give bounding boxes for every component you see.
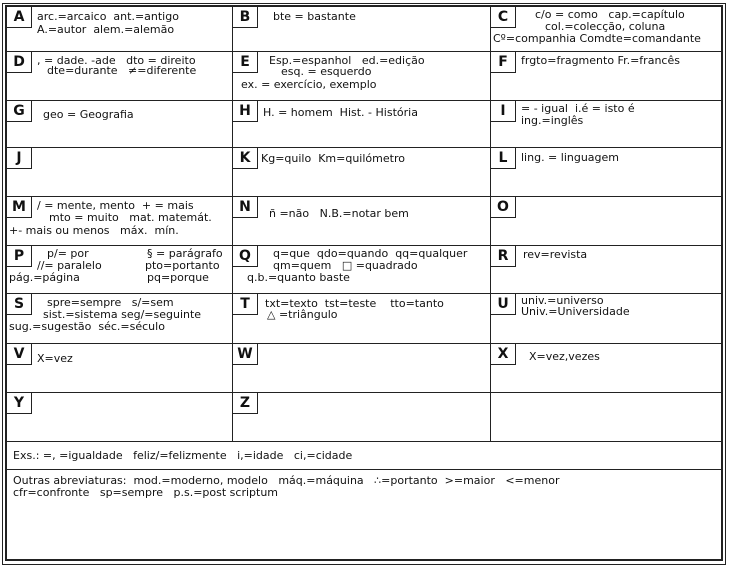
abbreviation-line: Univ.=Universidade <box>521 305 630 318</box>
letter-tag: B <box>233 7 258 28</box>
letter-tag: D <box>7 52 32 73</box>
letter-tag: H <box>233 101 258 122</box>
abbreviation-line: col.=colecção, coluna <box>545 20 666 33</box>
abbreviation-line: +- mais ou menos máx. mín. <box>9 224 179 237</box>
letter-tag: V <box>7 344 32 365</box>
abbreviation-line: Esp.=espanhol ed.=edição <box>269 54 425 67</box>
letter-tag: K <box>233 148 258 169</box>
abbreviation-line: § = parágrafo <box>147 247 223 260</box>
letter-tag: C <box>491 7 516 28</box>
letter-tag: G <box>7 101 32 122</box>
abbreviation-line: ling. = linguagem <box>521 151 620 164</box>
cell-x <box>491 344 721 393</box>
abbreviation-line: txt=texto tst=teste tto=tanto <box>265 297 444 310</box>
abbreviation-line: pq=porque <box>147 271 209 284</box>
abbreviation-line: sist.=sistema seg/=seguinte <box>43 308 202 321</box>
letter-tag: N <box>233 197 258 218</box>
abbreviation-line: , = dade. -ade dto = direito <box>37 54 196 67</box>
abbreviation-table <box>5 5 723 561</box>
cell-p <box>7 246 233 294</box>
letter-tag: O <box>491 197 516 218</box>
abbreviation-line: ex. = exercício, exemplo <box>241 78 377 91</box>
abbreviation-line: = - igual i.é = isto é <box>521 102 635 115</box>
cell-c <box>491 7 721 52</box>
abbreviation-line: spre=sempre s/=sem <box>47 296 174 309</box>
abbreviation-line: univ.=universo <box>521 294 604 307</box>
abbreviation-line: rev=revista <box>523 248 588 261</box>
examples-text: Exs.: =, =igualdade feliz/=felizmente i,=idade ci,=cidade <box>13 449 353 462</box>
abbreviation-line: esq. = esquerdo <box>281 65 372 78</box>
abbreviation-line: q=que qdo=quando qq=qualquer <box>273 247 468 260</box>
abbreviation-line: A.=autor alem.=alemão <box>37 23 175 36</box>
cell-g <box>7 101 233 148</box>
abbreviation-line: Kg=quilo Km=quilómetro <box>261 152 405 165</box>
abbreviation-line: qm=quem □ =quadrado <box>273 259 418 272</box>
letter-tag: X <box>491 344 516 365</box>
cell-l <box>491 148 721 197</box>
cell-u <box>491 294 721 344</box>
letter-tag: L <box>491 148 516 169</box>
abbreviation-line: X=vez,vezes <box>529 350 600 363</box>
cell-m <box>7 197 233 246</box>
cell-s <box>7 294 233 344</box>
letter-tag: W <box>233 344 258 365</box>
letter-tag: Y <box>7 393 32 414</box>
letter-tag: U <box>491 294 516 315</box>
abbreviation-line: geo = Geografia <box>43 108 134 121</box>
letter-tag: P <box>7 246 32 267</box>
cell-h <box>233 101 491 148</box>
cell-a <box>7 7 233 52</box>
letter-tag: S <box>7 294 32 315</box>
abbreviation-line: q.b.=quanto baste <box>247 271 350 284</box>
cell-n <box>233 197 491 246</box>
other-abbreviations-line: cfr=confronte sp=sempre p.s.=post scriptum <box>13 486 279 499</box>
letter-tag: T <box>233 294 258 315</box>
letter-tag: R <box>491 246 516 267</box>
cell-f <box>491 52 721 101</box>
abbreviation-line: ñ =não N.B.=notar bem <box>269 207 409 220</box>
abbreviation-line: X=vez <box>37 352 73 365</box>
letter-tag: J <box>7 148 32 169</box>
examples-row <box>7 442 721 470</box>
abbreviation-line: ing.=inglês <box>521 114 584 127</box>
letter-tag: E <box>233 52 258 73</box>
cell-d <box>7 52 233 101</box>
letter-tag: Z <box>233 393 258 414</box>
cell-i <box>491 101 721 148</box>
abbreviation-line: bte = bastante <box>273 10 356 23</box>
abbreviation-line: arc.=arcaico ant.=antigo <box>37 10 179 23</box>
abbreviation-line: pág.=página <box>9 271 80 284</box>
cell-b <box>233 7 491 52</box>
letter-tag: A <box>7 7 32 28</box>
letter-tag: Q <box>233 246 258 267</box>
cell-empty <box>491 393 721 442</box>
abbreviation-line: c/o = como cap.=capítulo <box>535 8 685 21</box>
letter-tag: M <box>7 197 32 218</box>
cell-t <box>233 294 491 344</box>
abbreviation-line: sug.=sugestão séc.=século <box>9 320 165 333</box>
cell-z <box>233 393 491 442</box>
abbreviation-line: Cº=companhia Comdte=comandante <box>493 32 701 45</box>
cell-v <box>7 344 233 393</box>
abbreviation-line: / = mente, mento + = mais <box>37 199 194 212</box>
abbreviation-line: frgto=fragmento Fr.=francês <box>521 54 680 67</box>
abbreviation-line: p/= por <box>47 247 89 260</box>
abbreviation-line: dte=durante ≠=diferente <box>47 64 197 77</box>
cell-j <box>7 148 233 197</box>
abbreviation-line: △ =triângulo <box>267 308 338 321</box>
cell-r <box>491 246 721 294</box>
other-abbreviations-row <box>7 470 721 559</box>
abbreviation-line: H. = homem Hist. - História <box>263 106 418 119</box>
letter-tag: F <box>491 52 516 73</box>
other-abbreviations-line: Outras abreviaturas: mod.=moderno, modelo máq.=máquina ∴=portanto >=maior <=menor <box>13 474 560 487</box>
cell-o <box>491 197 721 246</box>
letter-tag: I <box>491 101 516 122</box>
abbreviation-line: //= paralelo <box>37 259 102 272</box>
cell-y <box>7 393 233 442</box>
abbreviation-line: pto=portanto <box>145 259 220 272</box>
cell-e <box>233 52 491 101</box>
cell-w <box>233 344 491 393</box>
abbreviation-line: mto = muito mat. matemát. <box>49 211 212 224</box>
cell-k <box>233 148 491 197</box>
cell-q <box>233 246 491 294</box>
